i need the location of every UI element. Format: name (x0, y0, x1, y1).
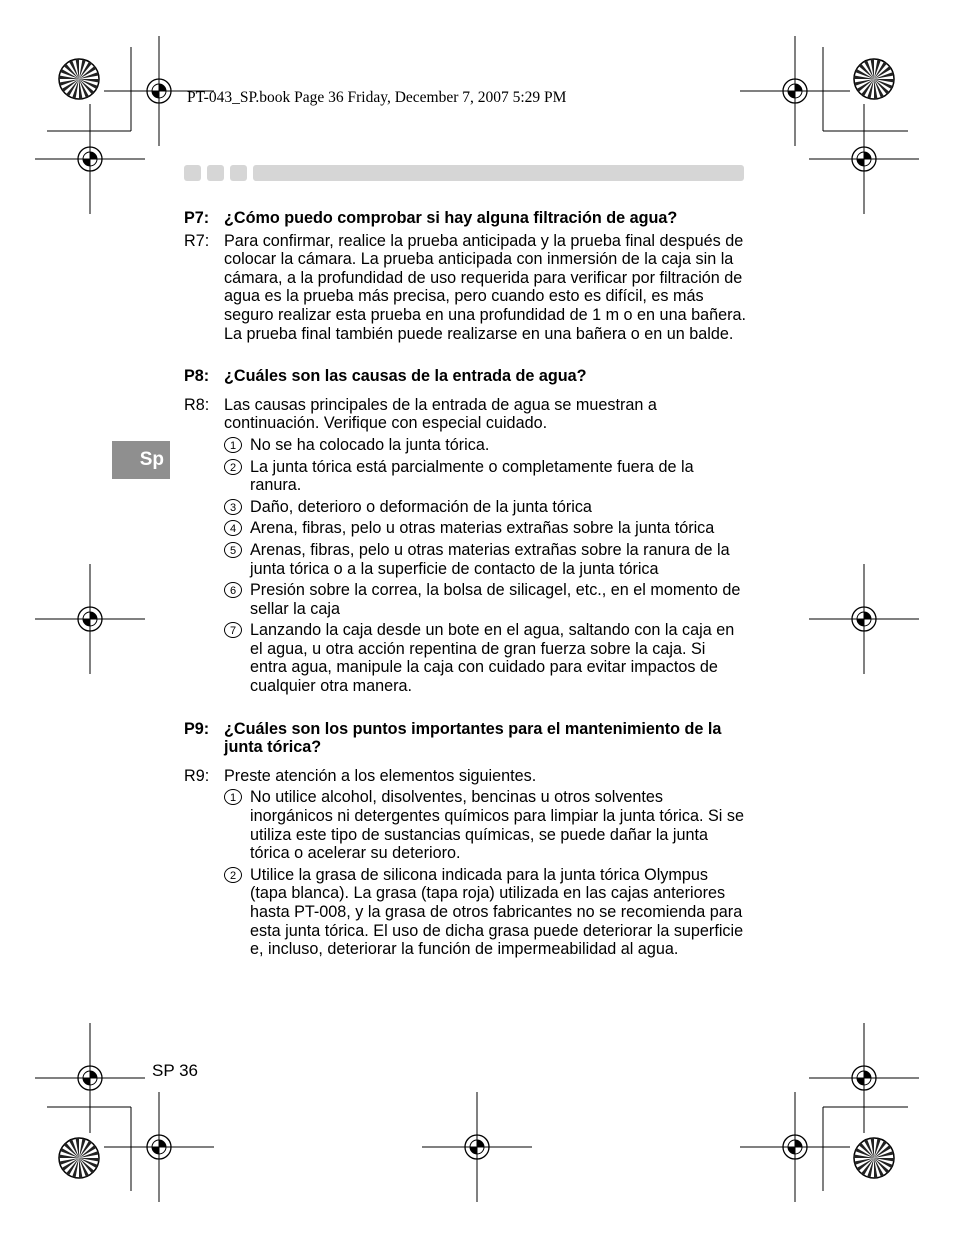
circled-number: 1 (224, 789, 242, 805)
list-item-text: No se ha colocado la junta tórica. (250, 435, 490, 454)
list-item-text: Presión sobre la correa, la bolsa de silicagel, etc., en el momento de sellar la caja (250, 581, 741, 618)
list-item-text: Utilice la grasa de silicona indicada para la junta tórica Olympus (tapa blanca). La grasa (tapa roja) utilizada en las cajas anteriores hasta PT-008, y la grasa de otros fabricantes no se recomienda para esta junta tórica. El uso de dicha grasa puede deteriorar la superficie e, incluso, deteriorar la función de impermeabilidad al agua. (250, 865, 744, 959)
registration-mark (809, 104, 919, 214)
answer-label: R9: (184, 766, 210, 785)
list-item (224, 621, 746, 695)
registration-mark (104, 1092, 214, 1202)
star-target-mark (854, 59, 894, 99)
cause-list (224, 436, 746, 696)
question-text: ¿Cuáles son los puntos importantes para el mantenimiento de la junta tórica? (224, 719, 722, 757)
header-bar-block-3 (230, 165, 247, 181)
list-item-text: Lanzando la caja desde un bote en el agua, saltando con la caja en el agua, u otra acción repentina de gran fuerza sobre la caja. Si entra agua, manipule la caja con cuidado para evitar impactos de cualquier otra manera. (250, 621, 735, 696)
list-item-text: Arenas, fibras, pelo u otras materias extrañas sobre la ranura de la junta tórica o a la superficie de contacto de la junta tórica (250, 540, 730, 578)
running-head: PT-043_SP.book Page 36 Friday, December 7, 2007 5:29 PM (187, 89, 567, 106)
page-number: SP 36 (152, 1061, 199, 1080)
answer (184, 767, 746, 959)
list-item-text: La junta tórica está parcialmente o completamente fuera de la ranura. (250, 457, 694, 495)
star-target-mark (854, 1138, 894, 1178)
circled-number: 5 (224, 542, 242, 558)
question (184, 367, 746, 386)
circled-number: 6 (224, 582, 242, 598)
star-target-mark (59, 59, 99, 99)
list-item (224, 866, 746, 959)
question (184, 209, 746, 228)
list-item-text: Arena, fibras, pelo u otras materias extrañas sobre la junta tórica (250, 519, 715, 538)
list-item (224, 581, 746, 618)
circled-number: 1 (224, 437, 242, 453)
question-text: ¿Cuáles son las causas de la entrada de agua? (224, 367, 587, 386)
answer-label: R7: (184, 231, 210, 250)
answer (184, 396, 746, 696)
list-item-text: Daño, deterioro o deformación de la junta tórica (250, 497, 592, 516)
registration-mark (740, 36, 850, 146)
list-item (224, 519, 746, 538)
circled-number: 7 (224, 622, 242, 638)
maintenance-list (224, 788, 746, 958)
question-label: P8: (184, 367, 210, 386)
answer (184, 232, 746, 344)
registration-mark (809, 1023, 919, 1133)
circled-number: 2 (224, 867, 242, 883)
list-item (224, 788, 746, 862)
list-item (224, 498, 746, 517)
faq-section (184, 367, 746, 696)
list-item (224, 541, 746, 578)
registration-mark (422, 1092, 532, 1202)
question (184, 720, 746, 757)
header-bar-block-2 (207, 165, 224, 181)
registration-mark (35, 1023, 145, 1133)
answer-text: Para confirmar, realice la prueba anticipada y la prueba final después de colocar la cámara. La prueba anticipada con inmersión de la caja sin la cámara, a la profundidad de uso requerida para verificar por filtración de agua es la prueba más precisa, pero cuando esto es difícil, es más seguro realizar esta prueba en una profundidad de 1 m o en una bañera. La prueba final también puede realizarse en una bañera o en un balde. (224, 231, 746, 343)
star-target-mark (59, 1138, 99, 1178)
registration-mark (35, 564, 145, 674)
circled-number: 3 (224, 499, 242, 515)
circled-number: 4 (224, 520, 242, 536)
faq-section (184, 209, 746, 343)
list-item-text: No utilice alcohol, disolventes, bencinas u otros solventes inorgánicos ni detergentes químicos para limpiar la junta tórica. Si se utiliza este tipo de sustancias químicas, se puede dañar la junta tórica o acelerar su deterioro. (250, 788, 744, 863)
answer-label: R8: (184, 395, 210, 414)
registration-mark (35, 104, 145, 214)
answer-text: Las causas principales de la entrada de agua se muestran a continuación. Verifique con especial cuidado. (224, 395, 657, 433)
language-tab: Sp (112, 441, 170, 479)
header-bar-long (253, 165, 744, 181)
registration-mark (809, 564, 919, 674)
faq-section (184, 720, 746, 959)
circled-number: 2 (224, 459, 242, 475)
answer-text: Preste atención a los elementos siguientes. (224, 766, 537, 785)
registration-mark (740, 1092, 850, 1202)
question-text: ¿Cómo puedo comprobar si hay alguna filtración de agua? (224, 209, 678, 227)
faq-content (184, 209, 746, 959)
question-label: P7: (184, 209, 210, 227)
list-item (224, 458, 746, 495)
question-label: P9: (184, 719, 210, 738)
list-item (224, 436, 746, 455)
header-bar-block-1 (184, 165, 201, 181)
